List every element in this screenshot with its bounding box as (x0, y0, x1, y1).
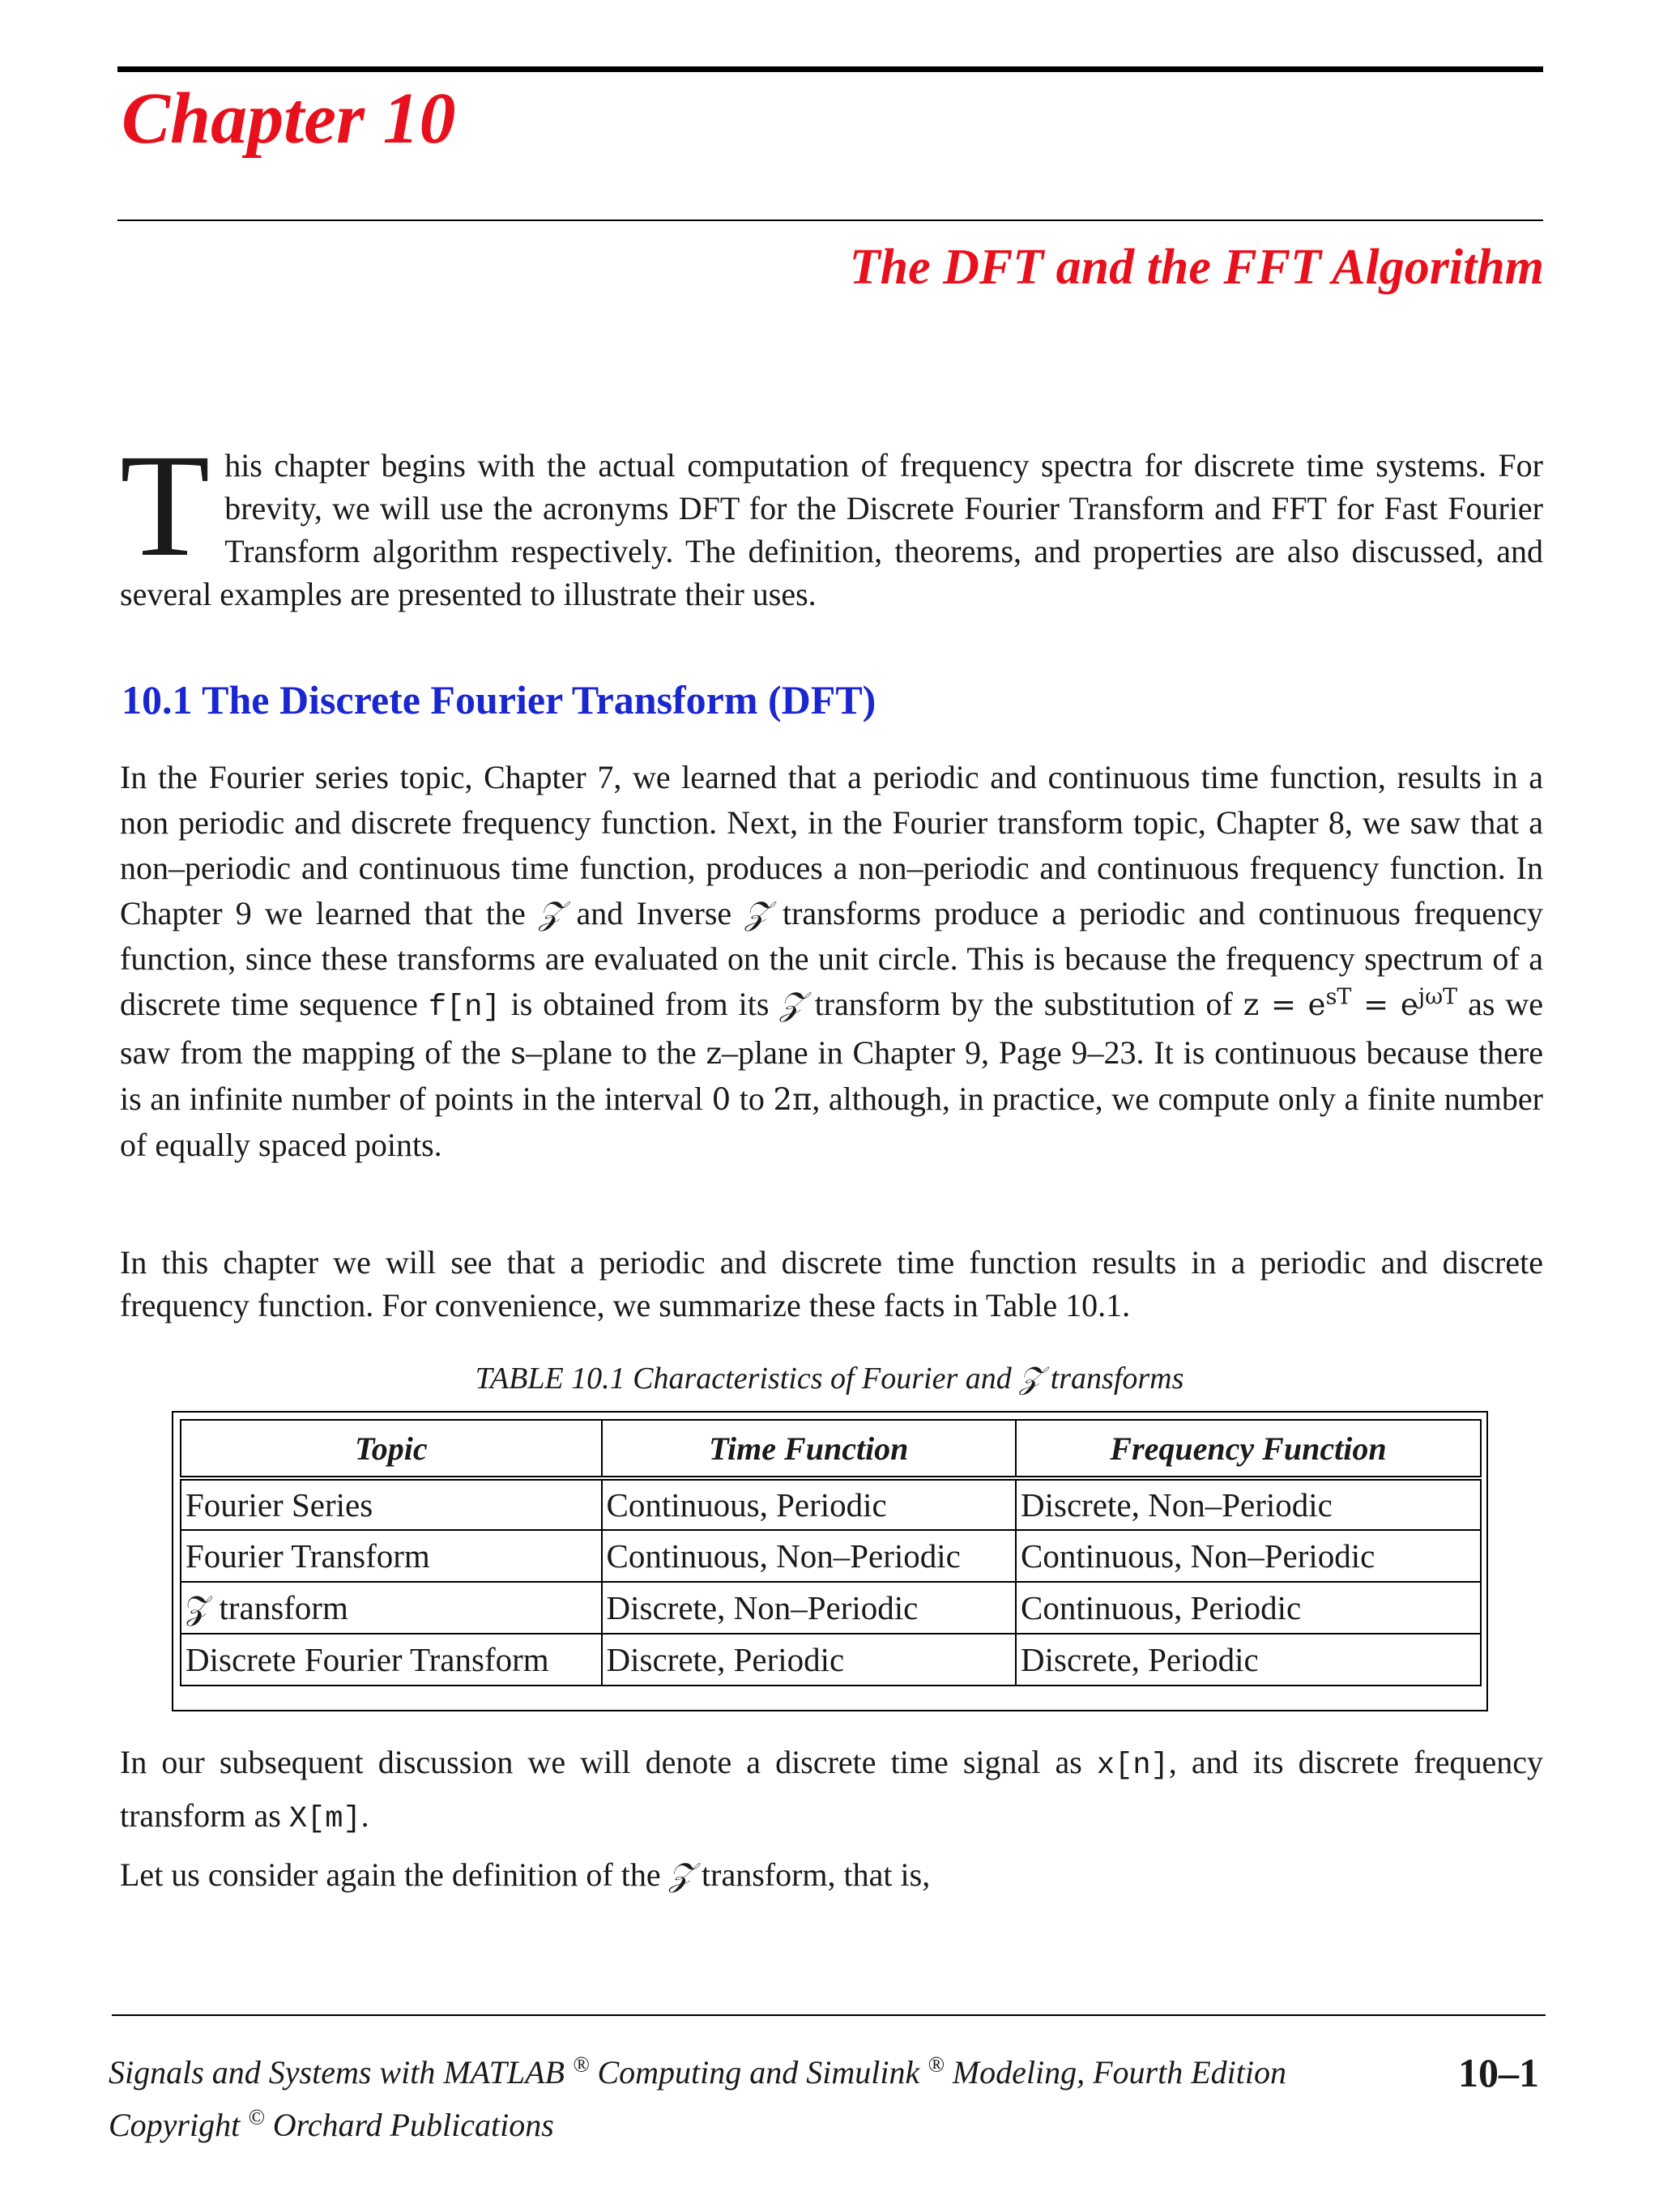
table-cell: Discrete, Non–Periodic (602, 1582, 1016, 1634)
chapter-subtitle: The DFT and the FFT Algorithm (849, 240, 1544, 295)
table-cell: 𝒵 transform (181, 1582, 602, 1634)
section-paragraph-4: Let us consider again the definition of the 𝒵 transform, that is, (120, 1856, 931, 1894)
table-header-cell: Topic (181, 1420, 602, 1478)
chapter-title: Chapter 10 (122, 79, 456, 159)
table-cell: Continuous, Non–Periodic (1016, 1530, 1481, 1582)
intro-paragraph (120, 424, 1543, 616)
section-paragraph-3: In our subsequent discussion we will denote a discrete time signal as x[n], and its discrete frequency transform as X[m]. (120, 1744, 1543, 1836)
section-paragraph-1: In the Fourier series topic, Chapter 7, we learned that a periodic and continuous time function, results in a non periodic and discrete frequency function. Next, in the Fourier transform topic, Chapter 8, we saw that a non–periodic and continuous time function, produces a non–periodic and continuous frequency function. In Chapter 9 we learned that the 𝒵 and Inverse 𝒵 transforms produce a periodic and continuous frequency function, since these transforms are evaluated on the unit circle. This is because the frequency spectrum of a discrete time sequence f[n] is obtained from its 𝒵 transform by the substitution of $z = e^{sT} = e^{j\omega T}$ as we saw from the mapping of the s–plane to the z–plane in Chapter 9, Page 9–23. It is continuous because there is an infinite number of points in the interval 0 to 2π, although, in practice, we compute only a finite number of equally spaced points. (120, 759, 1544, 1163)
inline-code-xn: x[n] (1096, 1749, 1169, 1783)
table-cell: Fourier Series (181, 1478, 602, 1530)
section-paragraph-2: In this chapter we will see that a periodic and discrete time function results in a periodic and discrete frequency function. For convenience, we summarize these facts in Table 10.1. (120, 1244, 1543, 1323)
footer-copyright: Copyright © Orchard Publications (109, 2104, 554, 2143)
table-row (181, 1582, 1481, 1634)
characteristics-table (180, 1419, 1482, 1686)
table-cell: Fourier Transform (181, 1530, 602, 1582)
section-heading: 10.1 The Discrete Fourier Transform (DFT) (122, 677, 876, 722)
table-cell: Discrete Fourier Transform (181, 1634, 602, 1686)
z-transform-symbol: 𝒵 (779, 986, 804, 1023)
inline-code-fn: f[n] (428, 991, 501, 1025)
table-caption: TABLE 10.1 Characteristics of Fourier and 𝒵 transforms (475, 1362, 1184, 1396)
footer-book-title: Signals and Systems with MATLAB ® Computing and Simulink ® Modeling, Fourth Edition (109, 2052, 1286, 2091)
table-cell: Discrete, Periodic (1016, 1634, 1481, 1686)
table-row (181, 1530, 1481, 1582)
top-thick-rule (117, 66, 1543, 72)
chapter-divider-rule (117, 219, 1543, 221)
table-header-cell: Time Function (602, 1420, 1016, 1478)
table-cell: Discrete, Periodic (602, 1634, 1016, 1686)
table-row (181, 1634, 1481, 1686)
drop-cap: T (120, 424, 211, 587)
table-row (181, 1478, 1481, 1530)
inline-equation: $z = e^{sT} = e^{j\omega T}$ (1243, 984, 1458, 1022)
footer-rule (112, 2014, 1546, 2016)
inline-code-Xm: X[m] (288, 1802, 361, 1836)
intro-text: his chapter begins with the actual computation of frequency spectra for discrete time systems. For brevity, we will use the acronyms DFT for the Discrete Fourier Transform and FFT for Fast Fourier Transform algorithm respectively. The definition, theorems, and properties are also discussed, and several examples are presented to illustrate their uses. (120, 447, 1543, 612)
table-cell: Continuous, Non–Periodic (602, 1530, 1016, 1582)
table-cell: Continuous, Periodic (1016, 1582, 1481, 1634)
z-transform-symbol: 𝒵 (538, 895, 564, 932)
table-header-cell: Frequency Function (1016, 1420, 1481, 1478)
table-cell: Continuous, Periodic (602, 1478, 1016, 1530)
page-number: 10–1 (1458, 2050, 1539, 2095)
table-header-row (181, 1420, 1481, 1478)
table-cell: Discrete, Non–Periodic (1016, 1478, 1481, 1530)
z-transform-symbol: 𝒵 (744, 895, 770, 932)
z-transform-symbol: 𝒵 (668, 1856, 694, 1894)
